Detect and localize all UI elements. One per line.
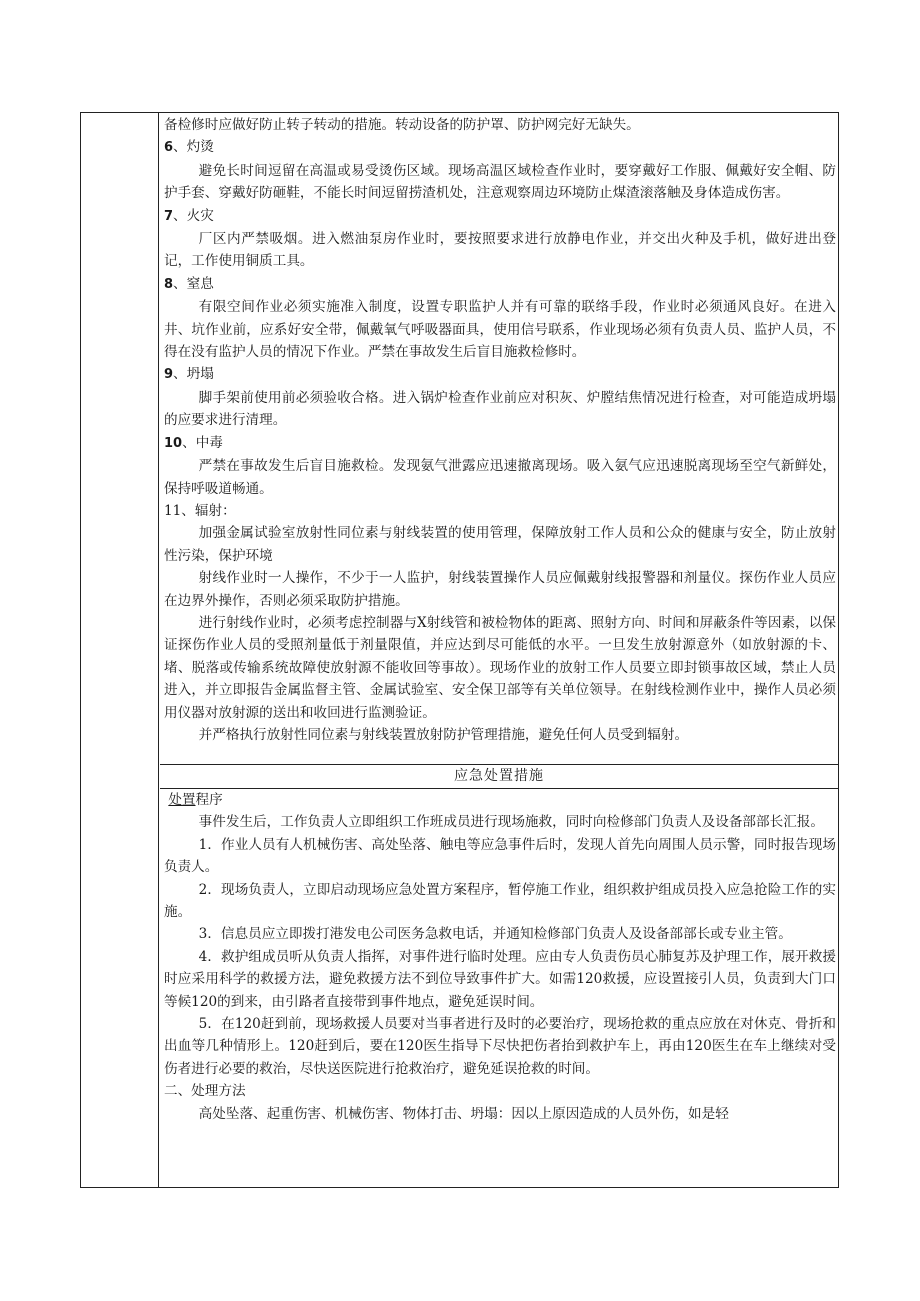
hazard-heading-burn: 6、灼烫 — [164, 139, 214, 156]
procedure-step-5: 5．在120赶到前，现场救援人员要对当事者进行及时的必要治疗，现场抢救的重点应放在对休克、骨折和出血等几种情形上。120赶到后，要在120医生指导下尽快把伤者抬到救护车上，再由120医生在车上继续对受伤者进行必要的救治，尽快送医院进行抢救治疗，避免延误抢救的时间。 — [164, 1016, 836, 1077]
procedure-intro: 事件发生后，工作负责人立即组织工作班成员进行现场施救，同时向检修部门负责人及设备部部长汇报。 — [198, 814, 824, 831]
emergency-measures-header: 应急处置措施 — [160, 765, 838, 789]
risk-measures-text — [164, 114, 836, 746]
emergency-measures-cell — [160, 789, 838, 1187]
procedure-heading: 处置程序 — [168, 792, 223, 808]
radiation-text-4: 并严格执行放射性同位素与射线装置放射防护管理措施，避免任何人员受到辐射。 — [198, 726, 689, 743]
hazard-heading-suffocation: 8、窒息 — [164, 275, 214, 292]
radiation-text-1: 加强金属试验室放射性同位素与射线装置的使用管理，保障放射工作人员和公众的健康与安全，防止放射性污染，保护环境 — [164, 525, 836, 564]
emergency-text — [164, 789, 836, 1125]
radiation-text-3: 进行射线作业时，必须考虑控制器与X射线管和被检物体的距离、照射方向、时间和屏蔽条件等因素，以保证探伤作业人员的受照剂量低于剂量限值，并应达到尽可能低的水平。一旦发生放射源意外（如放射源的卡、堵、脱落或传输系统故障使放射源不能收回等事故）。现场作业的放射工作人员要立即封锁事故区域，禁止人员进入，并立即报告金属监督主管、金属试验室、安全保卫部等有关单位领导。在射线检测作业中，操作人员必须用仪器对放射源的送出和收回进行监测验证。 — [164, 614, 836, 721]
risk-measures-cell — [160, 113, 838, 765]
procedure-step-4: 4．救护组成员听从负责人指挥，对事件进行临时处理。应由专人负责伤员心肺复苏及护理工作，展开救援时应采用科学的救援方法，避免救援方法不到位导致事件扩大。如需120救援，应设置接引人员，负责到大门口等候120的到来，由引路者直接带到事件地点，避免延误时间。 — [164, 948, 836, 1010]
radiation-text-2: 射线作业时一人操作，不少于一人监护，射线装置操作人员应佩戴射线报警器和剂量仪。探伤作业人员应在边界外操作，否则必须采取防护措施。 — [164, 570, 836, 609]
procedure-step-3: 3．信息员应立即拨打港发电公司医务急救电话，并通知检修部门负责人及设备部部长或专业主管。 — [198, 926, 792, 943]
procedure-step-2: 2．现场负责人，立即启动现场应急处置方案程序，暂停施工作业，组织救护组成员投入应急抢险工作的实施。 — [164, 881, 836, 921]
hazard-heading-poisoning: 10、中毒 — [164, 434, 223, 451]
hazard-heading-radiation: 11、辐射： — [164, 502, 236, 519]
hazard-text-fire: 厂区内严禁吸烟。进入燃油泵房作业时，要按照要求进行放静电作业，并交出火种及手机，做好进出登记，工作使用铜质工具。 — [164, 231, 836, 270]
left-label-column — [81, 113, 159, 1187]
hazard-text-burn: 避免长时间逗留在高温或易受烫伤区域。现场高温区域检查作业时，要穿戴好工作服、佩戴好安全帽、防护手套、穿戴好防砸鞋，不能长时间逗留捞渣机处，注意观察周边环境防止煤渣滚落触及身体造成伤害。 — [164, 162, 836, 202]
hazard-text-suffocation: 有限空间作业必须实施准入制度，设置专职监护人并有可靠的联络手段，作业时必须通风良好。在进入井、坑作业前，应系好安全带，佩戴氧气呼吸器面具，使用信号联系，作业现场必须有负责人员、监护人员，不得在没有监护人员的情况下作业。严禁在事故发生后盲目施救检修时。 — [164, 299, 836, 361]
hazard-text-poisoning: 严禁在事故发生后盲目施救检。发现氨气泄露应迅速撤离现场。吸入氨气应迅速脱离现场至空气新鲜处，保持呼吸道畅通。 — [164, 458, 836, 497]
hazard-text-collapse: 脚手架前使用前必须验收合格。进入锅炉检查作业前应对积灰、炉膛结焦情况进行检查，对可能造成坍塌的应要求进行清理。 — [164, 389, 836, 429]
continuation-text: 备检修时应做好防止转子转动的措施。转动设备的防护罩、防护网完好无缺失。 — [164, 117, 640, 133]
method-heading: 二、处理方法 — [164, 1083, 246, 1100]
document-table — [80, 112, 839, 1188]
hazard-heading-fire: 7、火灾 — [164, 207, 214, 224]
procedure-step-1: 1．作业人员有人机械伤害、高处坠落、触电等应急事件后时，发现人首先向周围人员示警，同时报告现场负责人。 — [164, 836, 836, 876]
method-text: 高处坠落、起重伤害、机械伤害、物体打击、坍塌：因以上原因造成的人员外伤，如是轻 — [198, 1105, 729, 1122]
hazard-heading-collapse: 9、坍塌 — [164, 366, 214, 383]
